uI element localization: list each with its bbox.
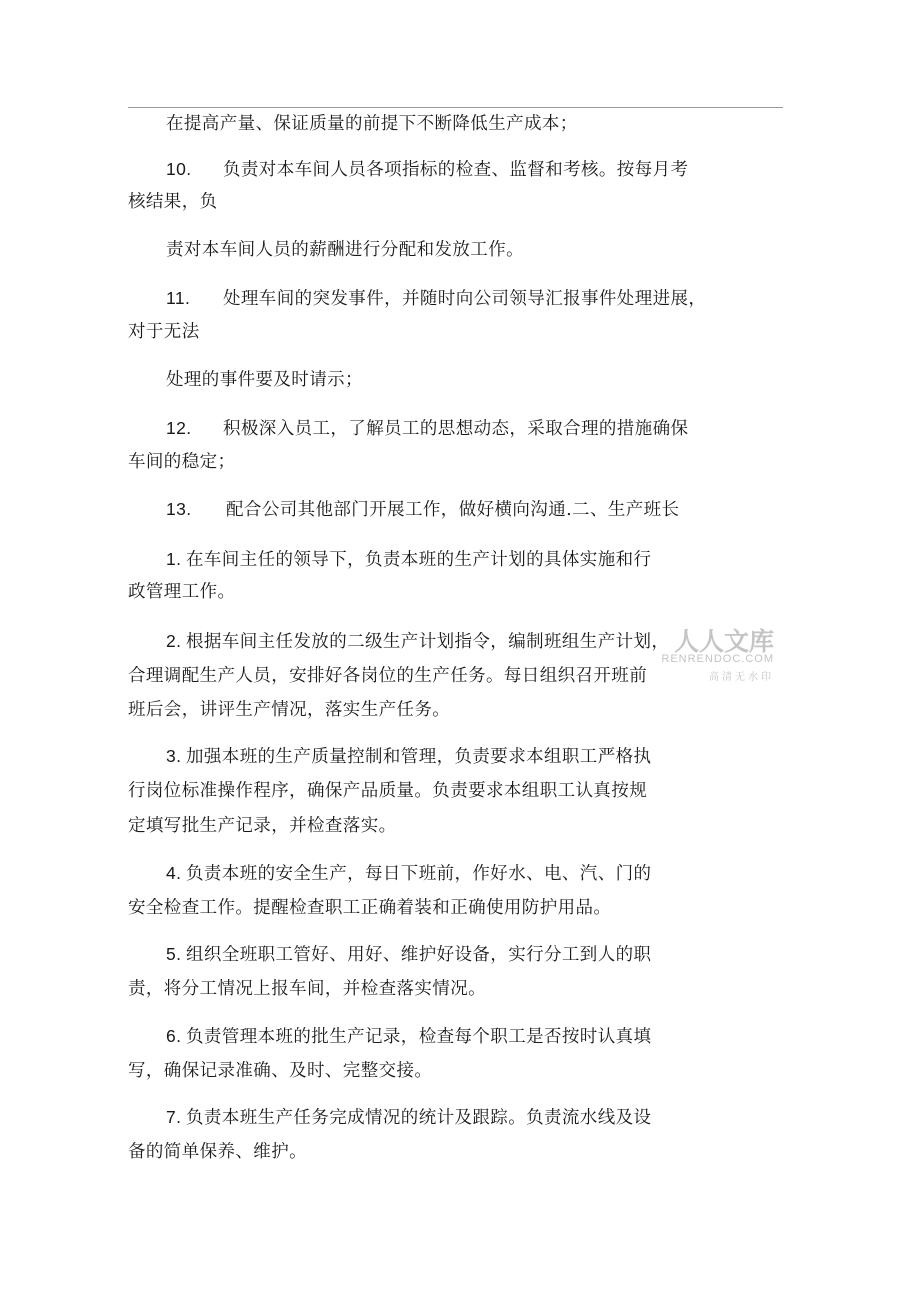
item-10: [166, 157, 688, 182]
item-7-number: 7.: [166, 1107, 182, 1127]
item-7-cont: 备的简单保养、维护。: [128, 1142, 307, 1162]
item-5: [166, 942, 651, 967]
item-7-text: 负责本班生产任务完成情况的统计及跟踪。负责流水线及设: [186, 1108, 652, 1128]
item-12-cont: 车间的稳定；: [128, 452, 236, 472]
item-10-number: 10.: [166, 159, 192, 179]
watermark-url: RENRENDOC.COM: [661, 653, 774, 665]
item-13-text: 配合公司其他部门开展工作，做好横向沟通.二、生产班长: [226, 500, 680, 520]
item-1-cont: 政管理工作。: [128, 582, 236, 602]
item-2: [166, 629, 669, 654]
item-2-text: 根据车间主任发放的二级生产计划指令，编制班组生产计划，: [186, 632, 670, 652]
item-2-cont: 合理调配生产人员，安排好各岗位的生产任务。每日组织召开班前: [128, 666, 648, 686]
item-6: [166, 1024, 651, 1049]
item-1-text: 在车间主任的领导下，负责本班的生产计划的具体实施和行: [186, 550, 652, 570]
watermark: [648, 622, 774, 684]
item-11-cont: 对于无法: [128, 322, 200, 342]
item-4: [166, 861, 651, 886]
item-12-text: 积极深入员工，了解员工的思想动态，采取合理的措施确保: [223, 419, 689, 439]
item-3: [166, 744, 651, 769]
item-13-number: 13.: [166, 499, 192, 519]
item-10-cont-2: 责对本车间人员的薪酬进行分配和发放工作。: [166, 240, 524, 260]
item-12-number: 12.: [166, 418, 192, 438]
item-3-cont: 行岗位标准操作程序，确保产品质量。负责要求本组职工认真按规: [128, 781, 648, 801]
header-rule: [128, 107, 783, 108]
paragraph-9-cont: 在提高产量、保证质量的前提下不断降低生产成本；: [166, 114, 578, 134]
item-11-text: 处理车间的突发事件，并随时向公司领导汇报事件处理进展，: [223, 289, 707, 309]
item-5-text: 组织全班职工管好、用好、维护好设备，实行分工到人的职: [186, 945, 652, 965]
item-3-text: 加强本班的生产质量控制和管理，负责要求本组职工严格执: [186, 747, 652, 767]
watermark-title: 人人文库: [673, 627, 774, 656]
item-4-text: 负责本班的安全生产，每日下班前，作好水、电、汽、门的: [186, 864, 652, 884]
item-10-cont: 核结果，负: [128, 192, 218, 212]
item-2-cont-2: 班后会，讲评生产情况，落实生产任务。: [128, 700, 451, 720]
item-11-number: 11.: [166, 288, 191, 308]
item-2-number: 2.: [166, 631, 182, 651]
watermark-tagline: 高清无水印: [709, 672, 774, 683]
item-6-text: 负责管理本班的批生产记录，检查每个职工是否按时认真填: [186, 1027, 652, 1047]
item-4-cont: 安全检查工作。提醒检查职工正确着装和正确使用防护用品。: [128, 898, 612, 918]
item-1: [166, 547, 651, 572]
item-10-text: 负责对本车间人员各项指标的检查、监督和考核。按每月考: [223, 160, 689, 180]
item-11-cont-2: 处理的事件要及时请示；: [166, 370, 363, 390]
item-11: [166, 286, 706, 311]
item-13: [166, 497, 679, 522]
item-3-cont-2: 定填写批生产记录，并检查落实。: [128, 816, 397, 836]
item-5-cont: 责，将分工情况上报车间，并检查落实情况。: [128, 979, 486, 999]
item-6-number: 6.: [166, 1026, 182, 1046]
item-1-number: 1.: [166, 549, 182, 569]
item-5-number: 5.: [166, 944, 182, 964]
item-3-number: 3.: [166, 746, 182, 766]
item-4-number: 4.: [166, 863, 182, 883]
item-7: [166, 1105, 651, 1130]
item-6-cont: 写，确保记录准确、及时、完整交接。: [128, 1061, 433, 1081]
item-12: [166, 416, 688, 441]
